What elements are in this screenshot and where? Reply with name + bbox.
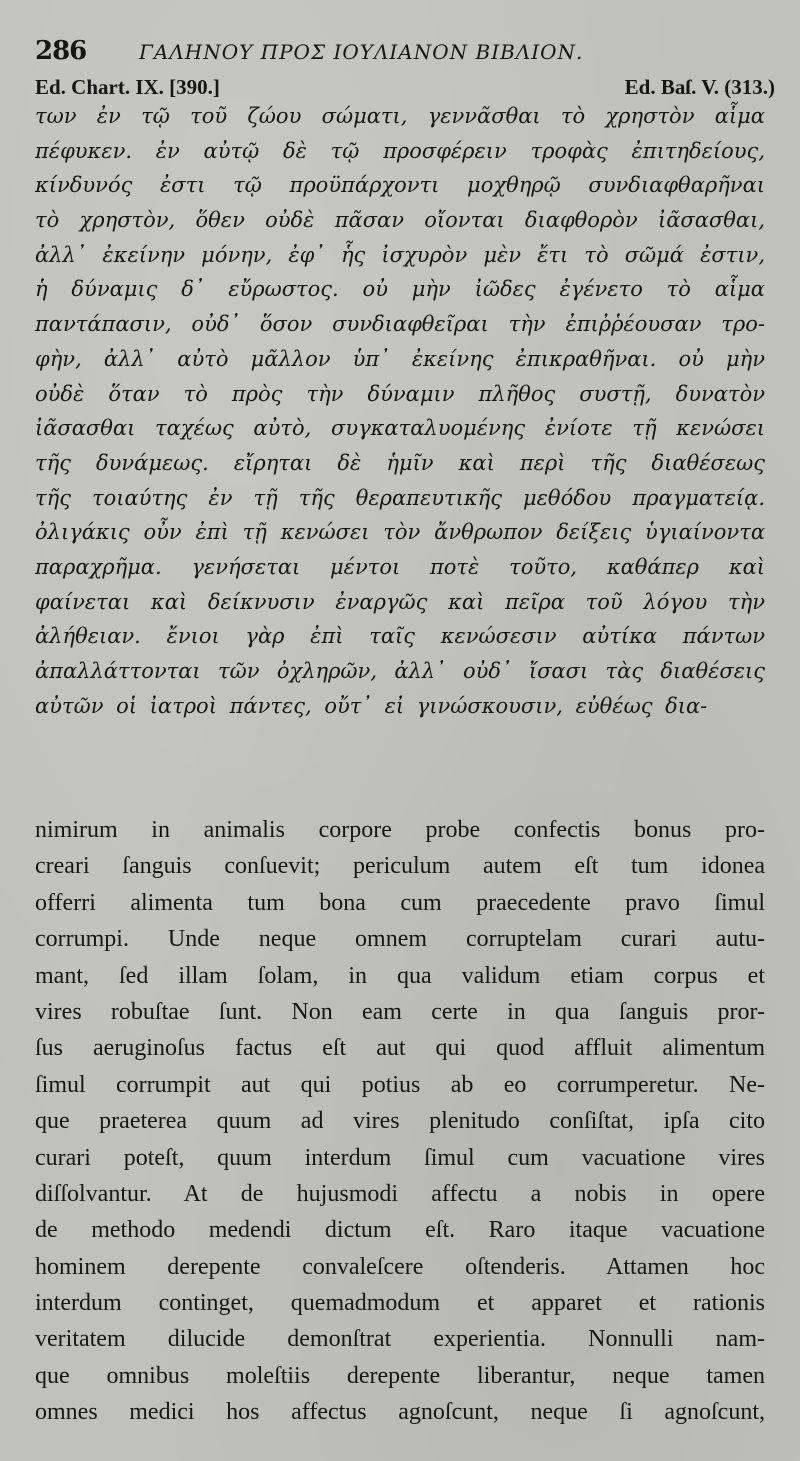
latin-line: ſus aeruginoſus factus eſt aut qui quod affluit alimentum xyxy=(35,1035,765,1062)
latin-line: que praeterea quum ad vires plenitudo conſiſtat, ipſa cito xyxy=(35,1108,765,1135)
greek-line: παντάπασιν, οὐδ᾽ ὅσον συνδιαφθεῖραι τὴν ἐπιῤῥέουσαν τρο- xyxy=(35,312,765,337)
latin-line: offerri alimenta tum bona cum praecedente pravo ſimul xyxy=(35,889,765,916)
page-header xyxy=(35,30,775,70)
greek-line: ἀλήθειαν. ἔνιοι γὰρ ἐπὶ ταῖς κενώσεσιν αὐτίκα πάντων xyxy=(35,624,765,649)
greek-line: κίνδυνός ἐστι τῷ προϋπάρχοντι μοχθηρῷ συνδιαφθαρῆναι xyxy=(35,173,765,198)
greek-line: φαίνεται καὶ δείκνυσιν ἐναργῶς καὶ πεῖρα τοῦ λόγου τὴν xyxy=(35,589,765,614)
latin-line: vires robuſtae ſunt. Non eam certe in qua ſanguis pror- xyxy=(35,998,765,1025)
latin-line: interdum continget, quemadmodum et apparet et rationis xyxy=(35,1290,765,1317)
edition-chartier-reference: Ed. Chart. IX. [390.] xyxy=(35,75,220,99)
greek-line: τῆς δυνάμεως. εἴρηται δὲ ἡμῖν καὶ περὶ τῆς διαθέσεως xyxy=(35,450,765,475)
greek-line: τὸ χρηστὸν, ὅθεν οὐδὲ πᾶσαν οἴονται διαφθορὸν ἰᾶσασθαι, xyxy=(35,208,765,233)
latin-line: hominem derepente convaleſcere oſtenderis. Attamen hoc xyxy=(35,1253,765,1280)
greek-line: ἀλλ᾽ ἐκείνην μόνην, ἐφ᾽ ἧς ἰσχυρὸν μὲν ἔτι τὸ σῶμά ἐστιν, xyxy=(35,242,765,267)
greek-line: οὐδὲ ὅταν τὸ πρὸς τὴν δύναμιν πλῆθος συστῇ, δυνατὸν xyxy=(35,381,765,406)
greek-text-block xyxy=(35,99,765,723)
latin-text-block xyxy=(35,812,765,1431)
latin-line: de methodo medendi dictum eſt. Raro itaque vacuatione xyxy=(35,1217,765,1244)
latin-line: creari ſanguis conſuevit; periculum autem eſt tum idonea xyxy=(35,853,765,880)
latin-line: que omnibus moleſtiis derepente liberantur, neque tamen xyxy=(35,1362,765,1389)
latin-line: diſſolvantur. At de hujusmodi affectu a nobis in opere xyxy=(35,1180,765,1207)
greek-line: ὀλιγάκις οὖν ἐπὶ τῇ κενώσει τὸν ἄνθρωπον δείξεις ὑγιαίνοντα xyxy=(35,520,765,545)
greek-line: παραχρῆμα. γενήσεται μέντοι ποτὲ τοῦτο, καθάπερ καὶ xyxy=(35,554,765,579)
greek-line: ἡ δύναμις δ᾽ εὔρωστος. οὐ μὴν ἰῶδες ἐγένετο τὸ αἷμα xyxy=(35,277,765,302)
latin-line: nimirum in animalis corpore probe confectis bonus pro- xyxy=(35,817,765,843)
running-title: ΓΑΛΗΝΟΥ ΠΡΟΣ ΙΟΥΛΙΑΝΟΝ ΒΙΒΛΙΟΝ. xyxy=(139,40,584,64)
greek-line: αὐτῶν οἱ ἰατροὶ πάντες, οὔτ᾽ εἰ γινώσκουσιν, εὐθέως δια- xyxy=(35,693,708,718)
latin-line: veritatem dilucide demonſtrat experientia. Nonnulli nam- xyxy=(35,1326,765,1353)
greek-line: τῆς τοιαύτης ἐν τῇ τῆς θεραπευτικῆς μεθόδου πραγματείᾳ. xyxy=(35,485,765,510)
greek-line: ἰᾶσασθαι ταχέως αὐτὸ, συγκαταλυομένης ἐνίοτε τῇ κενώσει xyxy=(35,416,765,441)
latin-line: ſimul corrumpit aut qui potius ab eo corrumperetur. Ne- xyxy=(35,1071,765,1098)
latin-line: curari poteſt, quum interdum ſimul cum vacuatione vires xyxy=(35,1144,765,1171)
latin-line: corrumpi. Unde neque omnem corruptelam curari autu- xyxy=(35,926,765,953)
page-number: 286 xyxy=(35,36,87,66)
latin-line: omnes medici hos affectus agnoſcunt, neque ſi agnoſcunt, xyxy=(35,1399,765,1426)
greek-line: ἀπαλλάττονται τῶν ὀχληρῶν, ἀλλ᾽ οὐδ᾽ ἴσασι τὰς διαθέσεις xyxy=(35,659,765,683)
edition-basel-reference: Ed. Baſ. V. (313.) xyxy=(624,75,775,99)
greek-line: των ἐν τῷ τοῦ ζώου σώματι, γεννᾶσθαι τὸ χρηστὸν αἷμα xyxy=(35,104,765,128)
latin-line: mant, ſed illam ſolam, in qua validum etiam corpus et xyxy=(35,962,765,989)
greek-line: φὴν, ἀλλ᾽ αὐτὸ μᾶλλον ὑπ᾽ ἐκείνης ἐπικραθῆναι. οὐ μὴν xyxy=(35,346,765,371)
greek-line: πέφυκεν. ἐν αὐτῷ δὲ τῷ προσφέρειν τροφὰς ἐπιτηδείους, xyxy=(35,138,765,163)
